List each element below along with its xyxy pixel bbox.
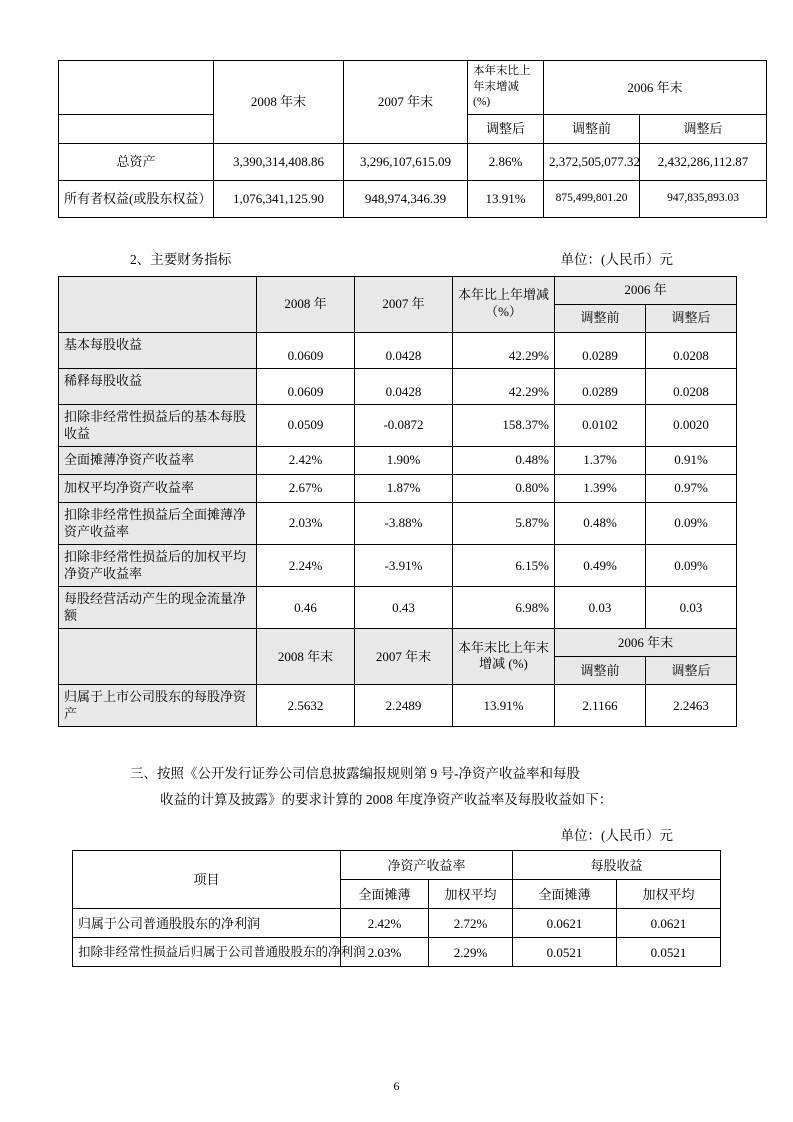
cell-roe-weighted: 2.72%: [428, 909, 512, 938]
table-row: [59, 180, 767, 217]
table-header-row: [59, 61, 767, 115]
cell-2006-before: 0.0289: [555, 332, 646, 368]
header-cell-2006: 2006 年: [555, 276, 737, 304]
cell-2008: 0.0609: [257, 332, 355, 368]
table-row: [59, 586, 737, 628]
cell-change: 0.48%: [453, 446, 555, 474]
cell-change: 158.37%: [453, 404, 555, 446]
cell-2006-after: 0.91%: [646, 446, 737, 474]
cell-2006-before: 875,499,801.20: [544, 180, 640, 217]
cell-change: 6.98%: [453, 586, 555, 628]
header-cell-2006: 2006 年末: [544, 61, 767, 115]
subheader-cell-change: 本年末比上年末增减 (%): [453, 628, 555, 684]
cell-2006-before: 0.0102: [555, 404, 646, 446]
row-label: 扣除非经常性损益后的加权平均净资产收益率: [59, 544, 257, 586]
header-cell-2008: 2008 年末: [214, 61, 344, 144]
cell-2006-after: 0.0208: [646, 332, 737, 368]
cell-roe-weighted: 2.29%: [428, 938, 512, 967]
subheader-cell-2007: 2007 年末: [355, 628, 453, 684]
subheader-cell-roe-full: 全面摊薄: [340, 880, 428, 909]
table-row: [59, 332, 737, 368]
cell-2006-after: 0.97%: [646, 474, 737, 502]
cell-roe-full: 2.03%: [340, 938, 428, 967]
cell-change: 6.15%: [453, 544, 555, 586]
cell-2006-before: 1.37%: [555, 446, 646, 474]
cell-2007: -3.88%: [355, 502, 453, 544]
section2-heading-row: [58, 248, 735, 268]
cell-2006-before: 1.39%: [555, 474, 646, 502]
subheader-cell-adjusted-before: 调整前: [555, 656, 646, 684]
table-header-row: [59, 276, 737, 304]
header-cell-roe: 净资产收益率: [340, 851, 512, 880]
cell-2007: 1.90%: [355, 446, 453, 474]
cell-2006-after: 2,432,286,112.87: [640, 143, 767, 180]
subheader-cell-adjusted-after: 调整后: [646, 656, 737, 684]
cell-2006-before: 0.48%: [555, 502, 646, 544]
row-label: 每股经营活动产生的现金流量净额: [59, 586, 257, 628]
cell-2008: 2.5632: [257, 684, 355, 726]
cell-eps-weighted: 0.0521: [617, 938, 721, 967]
cell-2007: 3,296,107,615.09: [344, 143, 468, 180]
cell-change: 13.91%: [468, 180, 544, 217]
cell-2007: 0.0428: [355, 368, 453, 404]
subheader-cell-2008: 2008 年末: [257, 628, 355, 684]
cell-2008: 2.42%: [257, 446, 355, 474]
cell-2008: 0.0609: [257, 368, 355, 404]
table-row: [59, 143, 767, 180]
table-row: [59, 684, 737, 726]
row-label: 归属于公司普通股股东的净利润: [72, 909, 340, 938]
cell-2008: 0.0509: [257, 404, 355, 446]
cell-2006-after: 0.09%: [646, 502, 737, 544]
subheader-cell-eps-weighted: 加权平均: [617, 880, 721, 909]
cell-2007: 1.87%: [355, 474, 453, 502]
cell-2006-after: 0.0208: [646, 368, 737, 404]
row-label: 扣除非经常性损益后的基本每股收益: [59, 404, 257, 446]
row-label: 扣除非经常性损益后全面摊薄净资产收益率: [59, 502, 257, 544]
header-cell-item: 项目: [72, 851, 340, 909]
section3-paragraph: [58, 761, 735, 812]
header-cell-2007: 2007 年: [355, 276, 453, 332]
cell-eps-full: 0.0521: [513, 938, 617, 967]
row-label: 所有者权益(或股东权益）: [59, 180, 214, 217]
section3-unit: 单位：(人民币）元: [560, 828, 673, 844]
cell-2006-after: 947,835,893.03: [640, 180, 767, 217]
subheader-cell-2006: 2006 年末: [555, 628, 737, 656]
row-label: 归属于上市公司股东的每股净资产: [59, 684, 257, 726]
cell-2008: 2.24%: [257, 544, 355, 586]
cell-change: 13.91%: [453, 684, 555, 726]
row-label: 总资产: [59, 143, 214, 180]
cell-2008: 2.67%: [257, 474, 355, 502]
subheader-cell-roe-weighted: 加权平均: [428, 880, 512, 909]
cell-eps-full: 0.0621: [513, 909, 617, 938]
cell-change: 2.86%: [468, 143, 544, 180]
cell-change: 42.29%: [453, 368, 555, 404]
header-cell-change: 本年末比上年末增减 (%): [468, 61, 544, 115]
row-label: 稀释每股收益: [59, 368, 257, 404]
header-cell-eps: 每股收益: [513, 851, 721, 880]
cell-2006-after: 2.2463: [646, 684, 737, 726]
table-row: [72, 909, 720, 938]
cell-2007: 948,974,346.39: [344, 180, 468, 217]
table-subsection-header-row: [59, 628, 737, 656]
section3-line2: 收益的计算及披露》的要求计算的 2008 年度净资产收益率及每股收益如下：: [160, 791, 613, 807]
table-row: [59, 446, 737, 474]
cell-2008: 2.03%: [257, 502, 355, 544]
cell-2006-after: 0.09%: [646, 544, 737, 586]
cell-2006-after: 0.0020: [646, 404, 737, 446]
cell-2006-before: 0.03: [555, 586, 646, 628]
cell-roe-full: 2.42%: [340, 909, 428, 938]
table-row: [59, 544, 737, 586]
page-number: 6: [393, 1079, 400, 1093]
row-label: 扣除非经常性损益后归属于公司普通股股东的净利润: [72, 938, 340, 967]
roe-eps-table: [72, 850, 721, 967]
header-cell-2008: 2008 年: [257, 276, 355, 332]
balance-summary-table: [58, 60, 767, 218]
subheader-cell-adjusted-before: 调整前: [544, 114, 640, 143]
row-label: 加权平均净资产收益率: [59, 474, 257, 502]
cell-change: 0.80%: [453, 474, 555, 502]
cell-2006-after: 0.03: [646, 586, 737, 628]
cell-2006-before: 0.49%: [555, 544, 646, 586]
section2-unit: 单位：(人民币）元: [560, 251, 673, 267]
header-cell-2007: 2007 年末: [344, 61, 468, 144]
table-row: [59, 474, 737, 502]
subheader-cell-adjusted-before: 调整前: [555, 304, 646, 332]
cell-2008: 3,390,314,408.86: [214, 143, 344, 180]
cell-2008: 1,076,341,125.90: [214, 180, 344, 217]
cell-2007: -0.0872: [355, 404, 453, 446]
table-row: [59, 368, 737, 404]
subheader-cell-adjusted-after: 调整后: [468, 114, 544, 143]
header-cell-blank: [59, 61, 214, 115]
subheader-cell-adjusted-after: 调整后: [646, 304, 737, 332]
cell-2007: 2.2489: [355, 684, 453, 726]
table-row: [59, 502, 737, 544]
cell-2007: 0.43: [355, 586, 453, 628]
row-label: 基本每股收益: [59, 332, 257, 368]
cell-2006-before: 2.1166: [555, 684, 646, 726]
cell-change: 42.29%: [453, 332, 555, 368]
subheader-cell-blank: [59, 114, 214, 143]
cell-eps-weighted: 0.0621: [617, 909, 721, 938]
cell-2006-before: 0.0289: [555, 368, 646, 404]
financial-indicators-table: [58, 276, 737, 727]
header-cell-change: 本年比上年增减（%）: [453, 276, 555, 332]
table-header-row: [72, 851, 720, 880]
cell-2007: 0.0428: [355, 332, 453, 368]
subheader-cell-eps-full: 全面摊薄: [513, 880, 617, 909]
section2-title: 2、主要财务指标: [130, 251, 232, 267]
cell-2007: -3.91%: [355, 544, 453, 586]
section3-line1: 三、按照《公开发行证券公司信息披露编报规则第 9 号-净资产收益率和每股: [130, 766, 580, 782]
table-row: [72, 938, 720, 967]
subheader-cell-adjusted-after-2006: 调整后: [640, 114, 767, 143]
header-cell-blank: [59, 276, 257, 332]
cell-2008: 0.46: [257, 586, 355, 628]
cell-2006-before: 2,372,505,077.32: [544, 143, 640, 180]
row-label: 全面摊薄净资产收益率: [59, 446, 257, 474]
cell-change: 5.87%: [453, 502, 555, 544]
table-row: [59, 404, 737, 446]
subheader-cell-blank: [59, 628, 257, 684]
